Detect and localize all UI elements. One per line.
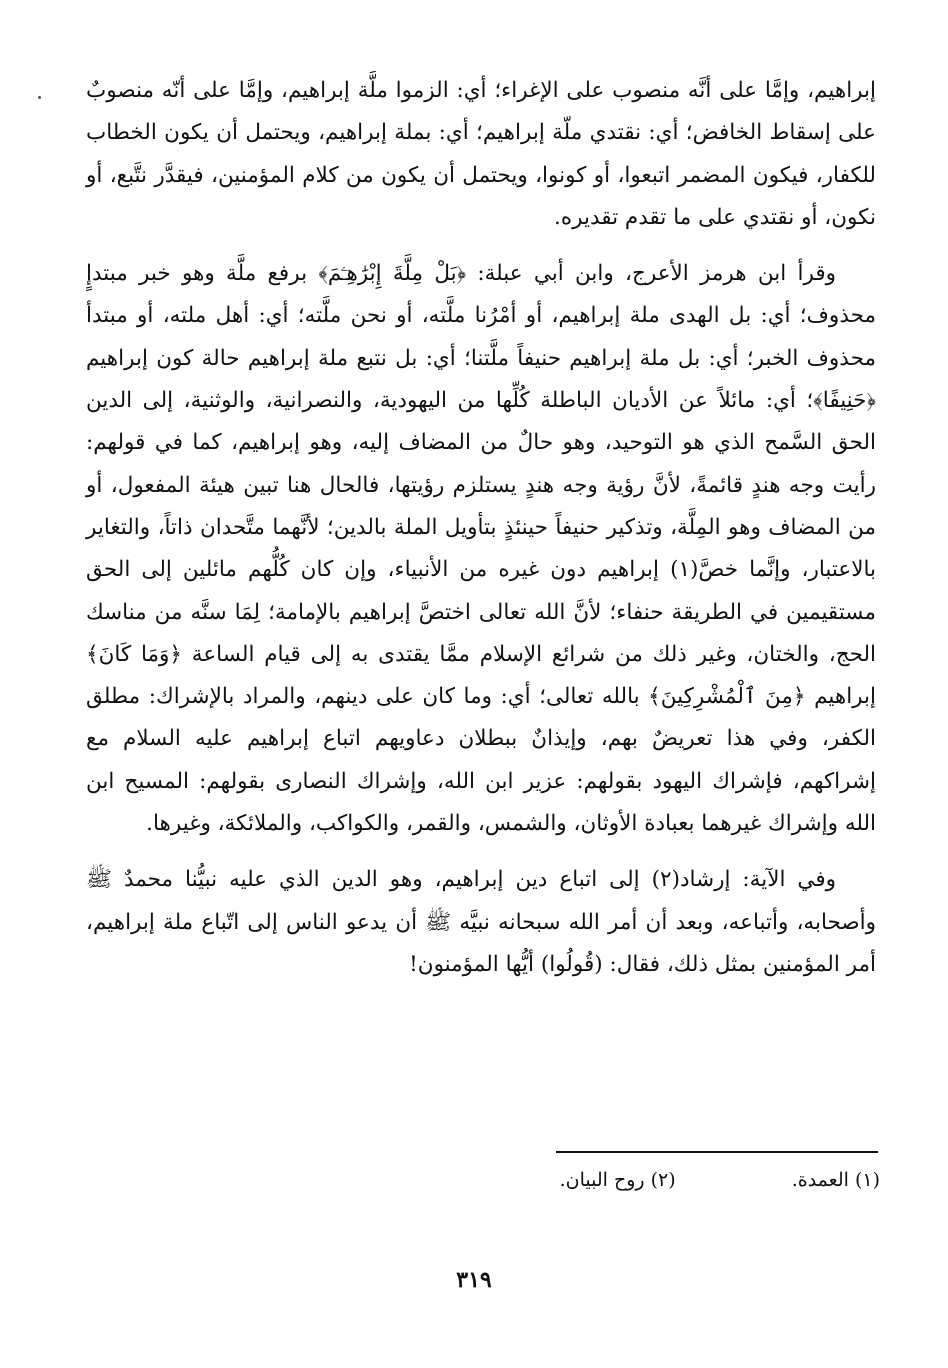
paragraph-1: إبراهيم، وإمَّا على أنَّه منصوب على الإغراء؛ أي: الزموا ملَّة إبراهيم، وإمَّا على أنّه منصوبٌ على إسقاط الخافض؛ أي: نقتدي ملّة إبراهيم؛ أي: بملة إبراهيم، ويحتمل أن يكون الخطاب للكفار، فيكون المضمر اتبعوا، أو كونوا، ويحتمل أن يكون من كلام المؤمنين، فيقدَّر نتَّبع، أو نكون، أو نقتدي على ما تقدم تقديره. [86,78,876,230]
scan-speck [38,96,41,99]
paragraph-3: وفي الآية: إرشاد(٢) إلى اتباع دين إبراهيم، وهو الدين الذي عليه نبيُّنا محمدٌ ﷺ وأصحابه، وأتباعه، وبعد أن أمر الله سبحانه نبيَّه ﷺ أن يدعو الناس إلى اتّباع ملة إبراهيم، أمر المؤمنين بمثل ذلك، فقال: (قُولُوا) أيُّها المؤمنون! [86,867,876,977]
main-text [86,70,876,986]
footnote-1: (١) العمدة. [791,1169,880,1191]
page-number: ٣١٩ [456,1267,492,1293]
footnote-separator [556,1151,878,1153]
footnotes [300,1163,880,1197]
paragraph-2: وقرأ ابن هرمز الأعرج، وابن أبي عبلة: ﴿بَلْ مِلَّةَ إِبْرَٰهِـۧمَ﴾ برفع ملَّة وهو خبر مبتدإٍ محذوف؛ أي: بل الهدى ملة إبراهيم، أو أمْرُنا ملَّته، أو نحن ملَّته؛ أي: أهل ملته، أو مبتدأ محذوف الخبر؛ أي: بل ملة إبراهيم حنيفاً ملَّتنا؛ أي: بل نتبع ملة إبراهيم حالة كون إبراهيم ﴿حَنِيفًا﴾؛ أي: مائلاً عن الأديان الباطلة كُلِّها من اليهودية، والنصرانية، والوثنية، إلى الدين الحق السَّمح الذي هو التوحيد، وهو حالٌ من المضاف إليه، وهو إبراهيم، كما في قولهم: رأيت وجه هندٍ قائمةً، لأنَّ رؤية وجه هندٍ يستلزم رؤيتها، فالحال هنا تبين هيئة المفعول، أو من المضاف وهو المِلَّة، وتذكير حنيفاً حينئذٍ بتأويل الملة بالدين؛ لأنَّهما متَّحدان ذاتاً، والتغاير بالاعتبار، وإنَّما خصَّ(١) إبراهيم دون غيره من الأنبياء، وإن كان كُلُّهم مائلين إلى الحق مستقيمين في الطريقة حنفاء؛ لأنَّ الله تعالى اختصَّ إبراهيم بالإمامة؛ لِمَا سنَّه من مناسك الحج، والختان، وغير ذلك من شرائع الإسلام ممَّا يقتدى به إلى قيام الساعة ﴿وَمَا كَانَ﴾ إبراهيم ﴿مِنَ ٱلْمُشْرِكِينَ﴾ بالله تعالى؛ أي: وما كان على دينهم، والمراد بالإشراك: مطلق الكفر، وفي هذا تعريضٌ بهم، وإيذانٌ ببطلان دعاويهم اتباع إبراهيم عليه السلام مع إشراكهم، فإشراك اليهود بقولهم: عزير ابن الله، وإشراك النصارى بقولهم: المسيح ابن الله وإشراك غيرهما بعبادة الأوثان، والشمس، والقمر، والكواكب، والملائكة، وغيرها. [86,261,877,837]
footnote-2: (٢) روح البيان. [559,1169,676,1191]
